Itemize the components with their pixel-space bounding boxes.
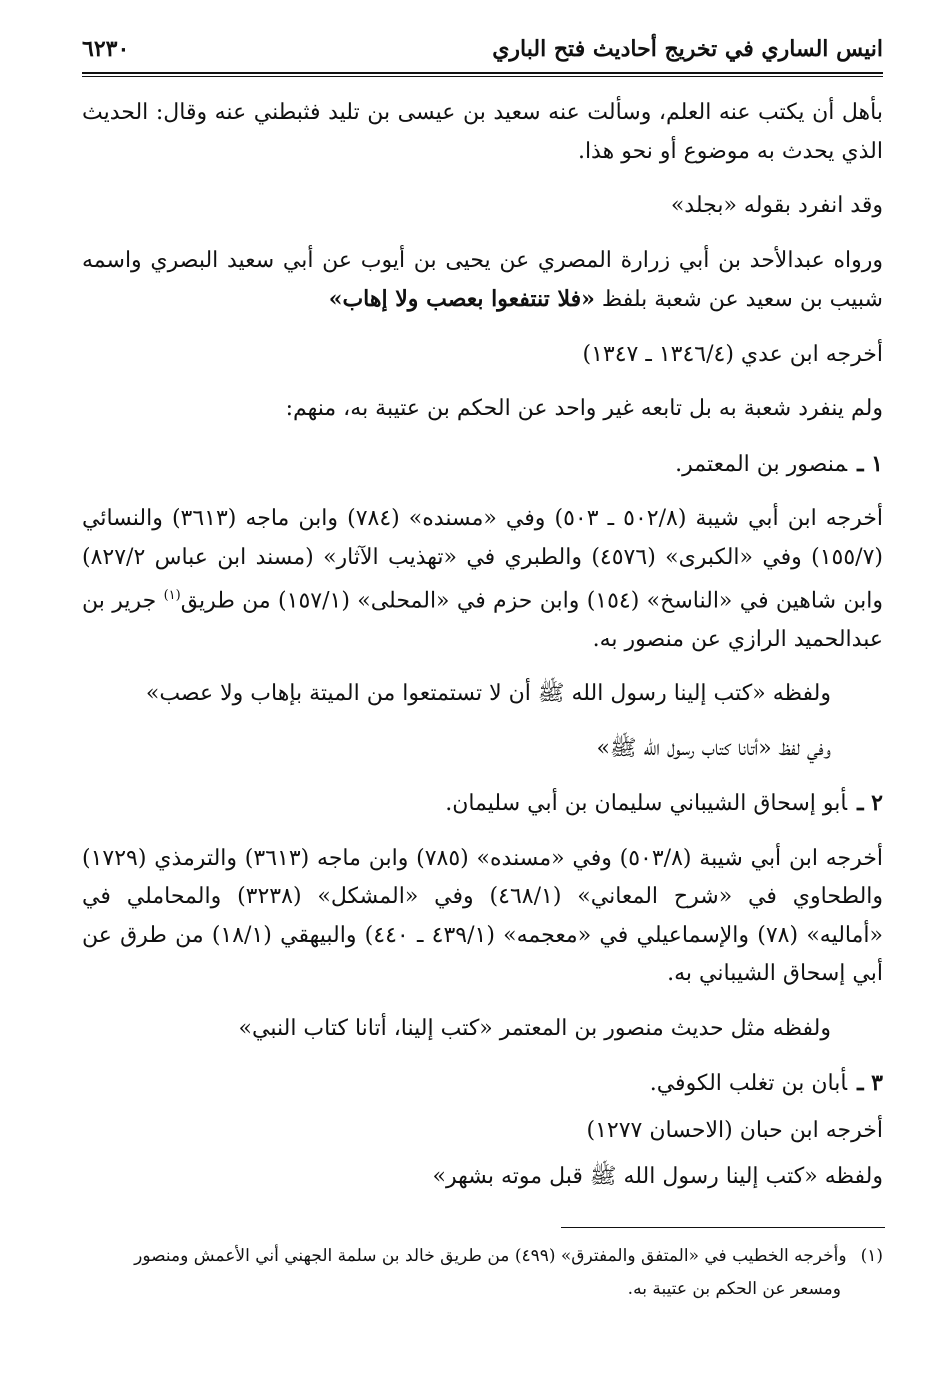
footnote-line: ومسعر عن الحكم بن عتيبة به.	[627, 1279, 841, 1299]
hadith-wording: «فلا تنتفعوا بعصب ولا إهاب»	[328, 286, 595, 312]
footnote-text: وأخرجه الخطيب في «المتفق والمفترق» (٤٩٩) من طريق خالد بن سلمة الجهني أني الأعمش ومنصور	[134, 1246, 847, 1266]
footnote-line	[82, 1240, 883, 1273]
paragraph-text: جرير بن عبدالحميد الرازي عن منصور به.	[82, 588, 883, 652]
page-number: ٦٢٣٠	[82, 36, 130, 62]
item-title: أبان بن تغلب الكوفي.	[649, 1071, 848, 1097]
paragraph	[82, 500, 883, 659]
paragraph: وفي لفظ «أتانا كتاب رسول الله ﷺ»	[596, 735, 831, 761]
paragraph: أخرجه ابن حبان (الاحسان ١٢٧٧)	[586, 1117, 883, 1143]
main-text	[82, 94, 883, 1213]
footnote-number: (١)	[860, 1246, 883, 1266]
book-title: انيس الساري في تخريج أحاديث فتح الباري	[492, 36, 883, 62]
paragraph	[82, 242, 883, 320]
paragraph: ولفظه مثل حديث منصور بن المعتمر «كتب إلينا، أتانا كتاب النبي»	[238, 1015, 831, 1041]
item-number: ٣ ـ	[857, 1070, 883, 1097]
paragraph: وقد انفرد بقوله «بجلد»	[670, 193, 883, 218]
header-rule	[82, 72, 883, 74]
running-header	[82, 30, 883, 68]
paragraph: ولم ينفرد شعبة به بل تابعه غير واحد عن الحكم بن عتيبة به، منهم:	[285, 396, 883, 421]
footnote	[82, 1240, 883, 1306]
header-rule-thin	[82, 76, 883, 77]
paragraph: بأهل أن يكتب عنه العلم، وسألت عنه سعيد بن عيسى بن تليد فثبطني عنه وقال: الحديث الذي يحدث به موضوع أو نحو هذا.	[82, 100, 883, 164]
paragraph: ولفظه «كتب إلينا رسول الله ﷺ قبل موته بشهر»	[432, 1164, 883, 1190]
item-number: ١ ـ	[857, 450, 883, 477]
paragraph: ولفظه «كتب إلينا رسول الله ﷺ أن لا تستمتعوا من الميتة بإهاب ولا عصب»	[145, 681, 831, 707]
item-title: منصور بن المعتمر.	[675, 451, 848, 477]
footnote-marker[interactable]: (١)	[163, 588, 181, 603]
item-title: أبو إسحاق الشيباني سليمان بن أبي سليمان.	[445, 791, 848, 817]
item-number: ٢ ـ	[857, 790, 883, 817]
paragraph-text: ورواه عبدالأحد بن أبي زرارة المصري عن يحيى بن أيوب عن أبي سعيد البصري واسمه شبيب بن سعيد عن شعبة بلفظ	[82, 247, 883, 312]
list-item-heading	[82, 1064, 883, 1104]
list-item-heading	[82, 784, 883, 824]
paragraph: أخرجه ابن عدي (١٣٤٦/٤ ـ ١٣٤٧)	[582, 341, 883, 367]
footnote-separator	[561, 1227, 885, 1228]
list-item-heading	[82, 445, 883, 485]
paragraph-text: أخرجه ابن أبي شيبة (٥٠٢/٨ ـ ٥٠٣) وفي «مسنده» (٧٨٤) وابن ماجه (٣٦١٣) والنسائي (١٥٥/٧) وفي «الكبرى» (٤٥٧٦) والطبري في «تهذيب الآثار» (مسند ابن عباس ٨٢٧/٢) وابن شاهين في «الناسخ» (١٥٤) وابن حزم في «المحلى» (١٥٧/١) من طريق	[82, 506, 884, 614]
paragraph: أخرجه ابن أبي شيبة (٥٠٣/٨) وفي «مسنده» (٧٨٥) وابن ماجه (٣٦١٣) والترمذي (١٧٢٩) والطحاوي في «شرح المعاني» (٤٦٨/١) وفي «المشكل» (٣٢٣٨) والمحاملي في «أماليه» (٧٨) والإسماعيلي في «معجمه» (٤٣٩/١ ـ ٤٤٠) والبيهقي (١٨/١) من طرق عن أبي إسحاق الشيباني به.	[82, 845, 884, 987]
